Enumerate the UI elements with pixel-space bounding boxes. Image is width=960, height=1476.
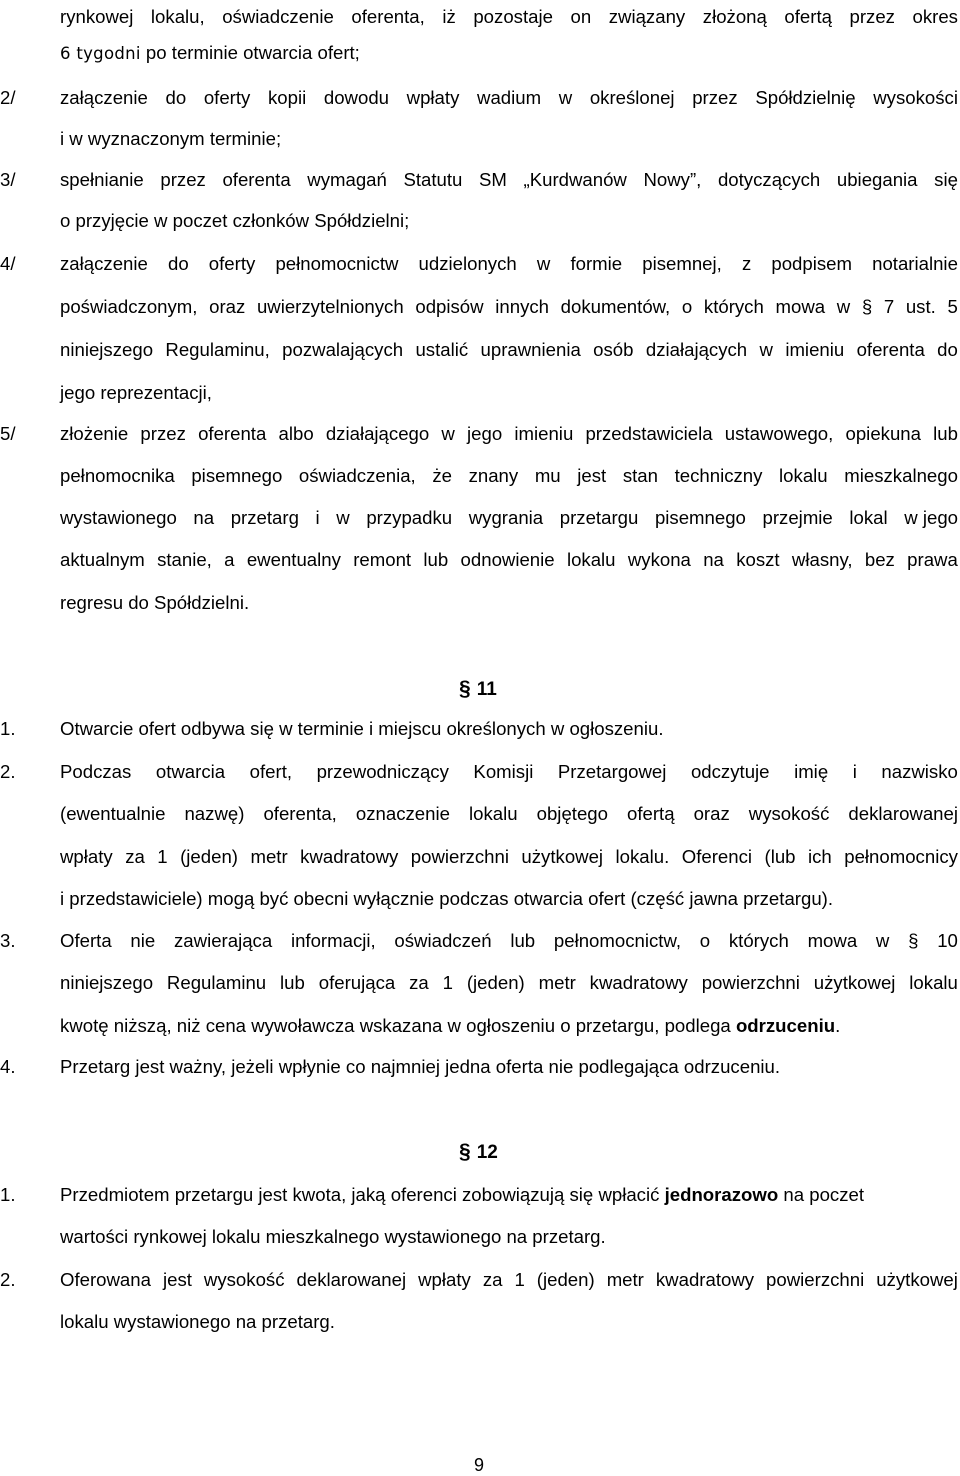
word: oferenta [198,423,267,444]
word: lokalu, [150,6,205,27]
word: wysokości [873,87,958,108]
word: (jeden) [536,1269,595,1290]
section-number: 12 [476,1142,498,1163]
word: przewodniczący [316,761,449,782]
word: oferenta, [263,803,337,824]
word: w [759,339,773,360]
word: kwadratowy [589,972,688,993]
justified-line [60,296,958,318]
word: lokalu [566,549,616,570]
section-heading-12 [459,1140,498,1164]
word: ewentualny [246,549,341,570]
word: oświadczeń [394,930,492,951]
emphasis-six-weeks: 6 tygodni [60,44,141,63]
text-fragment: na poczet [778,1184,865,1205]
word: odpisów [415,296,484,317]
word: metr [250,846,288,867]
justified-line [60,339,958,361]
word: że [432,465,452,486]
text-line: regresu do Spółdzielni. [60,592,250,613]
word: formie [570,253,623,274]
word: złożenie [60,423,129,444]
word: oferty [203,87,251,108]
word: Oferta [60,930,112,951]
text-line: i przedstawiciele) mogą być obecni wyłącznie podczas otwarcia ofert (część jawna przetargu). [60,888,834,909]
word: odnowienie [460,549,555,570]
word: przez [140,423,186,444]
word: kopii [267,87,307,108]
word: 10 [937,930,958,951]
word: ofert, [249,761,293,782]
word: dowodu [323,87,390,108]
justified-line [60,253,958,275]
word: techniczny [674,465,763,486]
text-line [60,1015,840,1037]
word: (lub [764,846,796,867]
word: lokalu. [615,846,670,867]
text-line: wartości rynkowej lokalu mieszkalnego wystawionego na przetarg. [60,1226,606,1247]
word: wpłaty [418,1269,471,1290]
word: Oferenci [681,846,753,867]
word: bez [864,549,895,570]
word: wysokość [203,1269,285,1290]
word: wystawionego [60,507,177,528]
word: powierzchni [766,1269,865,1290]
text-line [60,1184,958,1206]
word: aktualnym [60,549,145,570]
word: deklarowanej [848,803,958,824]
word: „Kurdwanów [523,169,627,190]
word: metr [606,1269,644,1290]
word: pełnomocnika [60,465,175,486]
word: użytkowej [521,846,604,867]
justified-line [60,549,958,571]
word: mowa [775,296,826,317]
word: innych [495,296,549,317]
word: lokal [849,507,888,528]
word: mowa [807,930,858,951]
justified-line [60,507,958,529]
word: iż [442,6,456,27]
word: w [875,930,890,951]
word: oferenta, [351,6,425,27]
section-number: 11 [476,679,497,700]
word: imieniu [514,423,574,444]
justified-line [60,423,958,445]
word: do [165,87,187,108]
word: Oferowana [60,1269,151,1290]
text-line: jego reprezentacji, [60,382,212,403]
word: ust. [905,296,936,317]
word: oznaczenie [355,803,450,824]
word: 1 [514,1269,525,1290]
word: mieszkalnego [844,465,958,486]
word: (jeden) [466,972,525,993]
word: wymagań [307,169,387,190]
word: deklarowanej [296,1269,407,1290]
word: w [836,296,851,317]
text-fragment: po terminie otwarcia ofert; [140,42,360,63]
section-heading-11 [459,677,497,701]
word: określonej [589,87,675,108]
word: przez [160,169,206,190]
word: Nowy”, [643,169,702,190]
word: podpisem [771,253,852,274]
word: na [193,507,215,528]
justified-line [60,846,958,868]
word: znany [468,465,519,486]
word: nazwisko [881,761,958,782]
word: rynkowej [60,6,134,27]
word: w [558,87,573,108]
word: pozwalających [282,339,404,360]
word: oferty [208,253,256,274]
bold-one-time: jednorazowo [664,1184,779,1205]
word: załączenie [60,253,148,274]
word: wadium [477,87,542,108]
word: na [703,549,724,570]
word: z [741,253,752,274]
word: ofertą [784,6,832,27]
text-fragment: . [835,1015,841,1036]
section-sign: § [459,1140,471,1163]
text-line: o przyjęcie w poczet członków Spółdzielni; [60,210,410,231]
word: remont [353,549,412,570]
word: pełnomocnicy [844,846,958,867]
item-number: 2. [0,1269,16,1290]
word: Komisji [473,761,534,782]
word: przypadku [366,507,453,528]
word: dotyczących [717,169,821,190]
word: Przetargowej [557,761,667,782]
word: własny, [791,549,853,570]
word: złożoną [702,6,767,27]
word: ofertą [627,803,675,824]
word: informacji, [290,930,376,951]
word: działającego [325,423,430,444]
word: pisemnego [654,507,746,528]
text-line: i w wyznaczonym terminie; [60,128,282,149]
word: niniejszego [60,972,154,993]
word: poświadczonym, [60,296,198,317]
word: 1 [442,972,453,993]
word: przez [692,87,738,108]
word: przejmie [762,507,833,528]
justified-line [60,169,958,191]
word: w [441,423,455,444]
word: przetargu [559,507,639,528]
justified-line [60,761,958,783]
word: lokalu [779,465,828,486]
word: i [315,507,320,528]
word: okres [912,6,958,27]
word: dokumentów, [560,296,671,317]
word: odczytuje [690,761,770,782]
justified-line [60,87,958,109]
word: pisemnej, [642,253,722,274]
justified-line [60,972,958,994]
text-fragment: Przedmiotem przetargu jest kwota, jaką oferenci zobowiązują się wpłacić [60,1184,665,1205]
word: (ewentualnie [60,803,166,824]
item-number: 2/ [0,87,16,108]
word: za [482,1269,503,1290]
word: (jeden) [180,846,238,867]
word: pełnomocnictw [275,253,399,274]
word: prawa [907,549,958,570]
word: do [167,253,189,274]
word: za [409,972,429,993]
word: § [908,930,919,951]
word: uprawnienia [480,339,581,360]
bold-rejection: odrzuceniu [735,1015,836,1036]
word: przez [849,6,895,27]
word: wykona [627,549,691,570]
word: w [536,253,551,274]
word: powierzchni [701,972,800,993]
item-number: 4/ [0,253,16,274]
word: nie [130,930,156,951]
item-number: 1. [0,718,16,739]
word: działających [645,339,748,360]
item-number: 4. [0,1056,16,1077]
word: koszt [736,549,780,570]
word: lub [510,930,536,951]
word: oraz [209,296,246,317]
word: oferenta [222,169,291,190]
word: § [861,296,873,317]
word: wpłaty [60,846,113,867]
word: imieniu [785,339,845,360]
word: stan [622,465,658,486]
page-number: 9 [474,1455,485,1475]
justified-line [60,803,958,825]
word: lokalu [909,972,958,993]
word: lub [423,549,449,570]
section-sign: § [459,677,471,700]
word: za [125,846,145,867]
word: przedstawiciela [585,423,713,444]
justified-line [60,6,958,28]
word: ich [807,846,832,867]
word: w [336,507,350,528]
item-number: 3. [0,930,16,951]
word: do [937,339,958,360]
text-line: lokalu wystawionego na przetarg. [60,1311,335,1332]
word: jest [577,465,607,486]
word: opiekuna [845,423,921,444]
word: kwadratowy [300,846,399,867]
word: imię [794,761,829,782]
word: związany [608,6,686,27]
word: ubiegania [836,169,918,190]
word: metr [538,972,576,993]
word: wysokość [748,803,830,824]
word: oferenta [856,339,925,360]
text-line: Otwarcie ofert odbywa się w terminie i miejscu określonych w ogłoszeniu. [60,718,664,739]
word: zawierająca [174,930,273,951]
word: a [224,549,235,570]
word: się [934,169,958,190]
word: Regulaminu, [165,339,270,360]
word: oferująca [318,972,396,993]
word: osób [593,339,634,360]
word: oświadczenia, [298,465,416,486]
word: wygrania [468,507,544,528]
word: mu [534,465,561,486]
word: notarialnie [872,253,958,274]
word: Regulaminu [166,972,267,993]
word: SM [479,169,507,190]
justified-line [60,930,958,952]
word: objętego [536,803,608,824]
word: i [852,761,857,782]
justified-line [60,465,958,487]
word: których [728,930,789,951]
word: pełnomocnictw, [553,930,682,951]
text-fragment: kwotę niższą, niż cena wywoławcza wskazana w ogłoszeniu o przetargu, podlega [60,1015,736,1036]
word: otwarcia [155,761,226,782]
word: załączenie [60,87,148,108]
word: niniejszego [60,339,154,360]
item-number: 5/ [0,423,16,444]
word: uwierzytelnionych [256,296,404,317]
word: nazwę) [184,803,245,824]
text-line: Przetarg jest ważny, jeżeli wpłynie co najmniej jedna oferta nie podlegająca odrzuceniu. [60,1056,781,1077]
word: Podczas [60,761,132,782]
word: oświadczenie [222,6,334,27]
word: w jego [904,507,958,528]
word: lub [933,423,958,444]
word: o [681,296,693,317]
text-line [60,42,360,64]
word: 7 [883,296,895,317]
word: Spółdzielnię [755,87,856,108]
word: albo [278,423,314,444]
word: lub [280,972,305,993]
word: jego [467,423,503,444]
word: udzielonych [418,253,517,274]
word: wpłaty [406,87,460,108]
word: ustalić [415,339,469,360]
word: jest [162,1269,192,1290]
word: których [703,296,764,317]
word: 1 [157,846,168,867]
word: powierzchni [410,846,509,867]
word: stanie, [157,549,212,570]
word: kwadratowy [655,1269,755,1290]
word: Statutu [403,169,463,190]
word: on [570,6,592,27]
word: oraz [693,803,730,824]
word: pisemnego [191,465,283,486]
item-number: 1. [0,1184,16,1205]
item-number: 3/ [0,169,16,190]
word: 5 [947,296,958,317]
word: o [699,930,711,951]
justified-line [60,1269,958,1291]
word: użytkowej [813,972,896,993]
word: pozostaje [473,6,553,27]
item-number: 2. [0,761,16,782]
word: ustawowego, [724,423,834,444]
word: przetarg [230,507,299,528]
word: spełnianie [60,169,144,190]
word: użytkowej [876,1269,958,1290]
word: lokalu [469,803,518,824]
